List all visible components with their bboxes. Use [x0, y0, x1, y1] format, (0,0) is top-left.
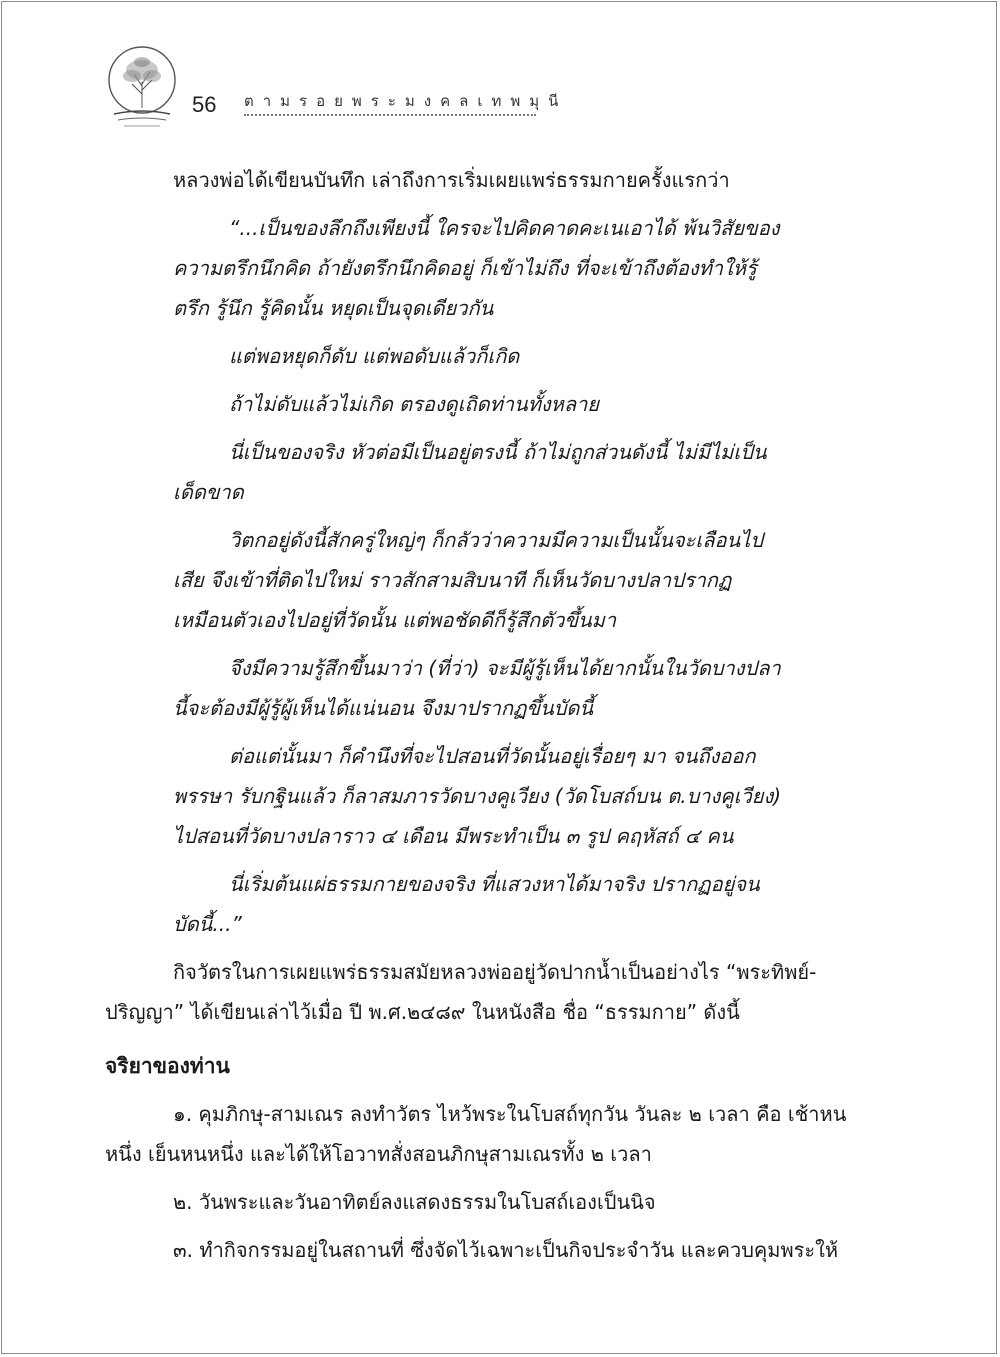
section-heading: จริยาของท่าน: [105, 1054, 230, 1078]
quote-paragraph: [173, 432, 870, 512]
quote-paragraph: [173, 384, 870, 424]
quote-paragraph: [173, 864, 870, 944]
text-line: วิตกอยู่ดังนี้สักครู่ใหญ่ๆ ก็กลัวว่าความมีความเป็นนั้นจะเลือนไป: [229, 528, 763, 552]
text-line: ความตรึกนึกคิด ถ้ายังตรึกนึกคิดอยู่ ก็เข้าไม่ถึง ที่จะเข้าถึงต้องทำให้รู้: [173, 256, 757, 280]
text-line: หลวงพ่อได้เขียนบันทึก เล่าถึงการเริ่มเผยแพร่ธรรมกายครั้งแรกว่า: [173, 168, 730, 192]
text-line: ๒. วันพระและวันอาทิตย์ลงแสดงธรรมในโบสถ์เองเป็นนิจ: [173, 1190, 656, 1214]
text-line: นี่เป็นของจริง หัวต่อมีเป็นอยู่ตรงนี้ ถ้าไม่ถูกส่วนดังนี้ ไม่มีไม่เป็น: [229, 440, 767, 464]
text-line: ปริญญา” ได้เขียนเล่าไว้เมื่อ ปี พ.ศ.๒๔๘๙ ในหนังสือ ชื่อ “ธรรมกาย” ดังนี้: [105, 1000, 740, 1024]
text-line: ไปสอนที่วัดบางปลาราว ๔ เดือน มีพระทำเป็น ๓ รูป คฤหัสถ์ ๔ คน: [173, 824, 734, 848]
text-line: เสีย จึงเข้าที่ติดไปใหม่ ราวสักสามสิบนาที ก็เห็นวัดบางปลาปรากฏ: [173, 568, 732, 592]
text-line: แต่พอหยุดก็ดับ แต่พอดับแล้วก็เกิด: [229, 344, 520, 368]
text-line: จึงมีความรู้สึกขึ้นมาว่า (ที่ว่า) จะมีผู้รู้เห็นได้ยากนั้นในวัดบางปลา: [229, 656, 781, 680]
text-line: เด็ดขาด: [173, 480, 244, 504]
list-item: [105, 1094, 870, 1174]
text-line: ถ้าไม่ดับแล้วไม่เกิด ตรองดูเถิดท่านทั้งหลาย: [229, 392, 600, 416]
running-title-dotted-rule: [244, 114, 536, 116]
text-line: นี้จะต้องมีผู้รู้ผู้เห็นได้แน่นอน จึงมาปรากฏขึ้นบัดนี้: [173, 696, 594, 720]
text-line: ต่อแต่นั้นมา ก็คำนึงที่จะไปสอนที่วัดนั้นอยู่เรื่อยๆ มา จนถึงออก: [229, 744, 756, 768]
list-item: [105, 1230, 870, 1270]
text-line: ๑. คุมภิกษุ-สามเณร ลงทำวัตร ไหว้พระในโบสถ์ทุกวัน วันละ ๒ เวลา คือ เช้าหน: [173, 1102, 847, 1126]
text-line: หนึ่ง เย็นหนหนึ่ง และได้ให้โอวาทสั่งสอนภิกษุสามเณรทั้ง ๒ เวลา: [105, 1142, 652, 1166]
paragraph: [105, 952, 870, 1032]
quote-paragraph: [173, 648, 870, 728]
text-line: พรรษา รับกฐินแล้ว ก็ลาสมภารวัดบางคูเวียง (วัดโบสถ์บน ต.บางคูเวียง): [173, 784, 782, 808]
quote-paragraph: [173, 336, 870, 376]
quote-paragraph: [173, 208, 870, 328]
text-line: “...เป็นของลึกถึงเพียงนี้ ใครจะไปคิดคาดคะเนเอาได้ พ้นวิสัยของ: [229, 216, 780, 240]
list-item: [105, 1182, 870, 1222]
bodhi-tree-logo-icon: [104, 44, 180, 136]
quotation-block: [105, 208, 870, 944]
text-line: นี่เริ่มต้นแผ่ธรรมกายของจริง ที่แสวงหาได้มาจริง ปรากฏอยู่จน: [229, 872, 760, 896]
text-line: ๓. ทำกิจกรรมอยู่ในสถานที่ ซึ่งจัดไว้เฉพาะเป็นกิจประจำวัน และควบคุมพระให้: [173, 1238, 839, 1262]
intro-paragraph: [105, 160, 870, 200]
text-line: บัดนี้...”: [173, 912, 242, 936]
page-number: 56: [192, 92, 217, 117]
text-line: ตรึก รู้นึก รู้คิดนั้น หยุดเป็นจุดเดียวกัน: [173, 296, 494, 320]
page-body: [105, 160, 870, 1278]
page-header: [104, 44, 604, 140]
quote-paragraph: [173, 736, 870, 856]
running-title: ตามรอยพระมงคลเทพมุนี: [244, 92, 568, 110]
text-line: เหมือนตัวเองไปอยู่ที่วัดนั้น แต่พอชัดดีก็รู้สึกตัวขึ้นมา: [173, 608, 617, 632]
quote-paragraph: [173, 520, 870, 640]
text-line: กิจวัตรในการเผยแพร่ธรรมสมัยหลวงพ่ออยู่วัดปากน้ำเป็นอย่างไร “พระทิพย์-: [173, 960, 817, 984]
